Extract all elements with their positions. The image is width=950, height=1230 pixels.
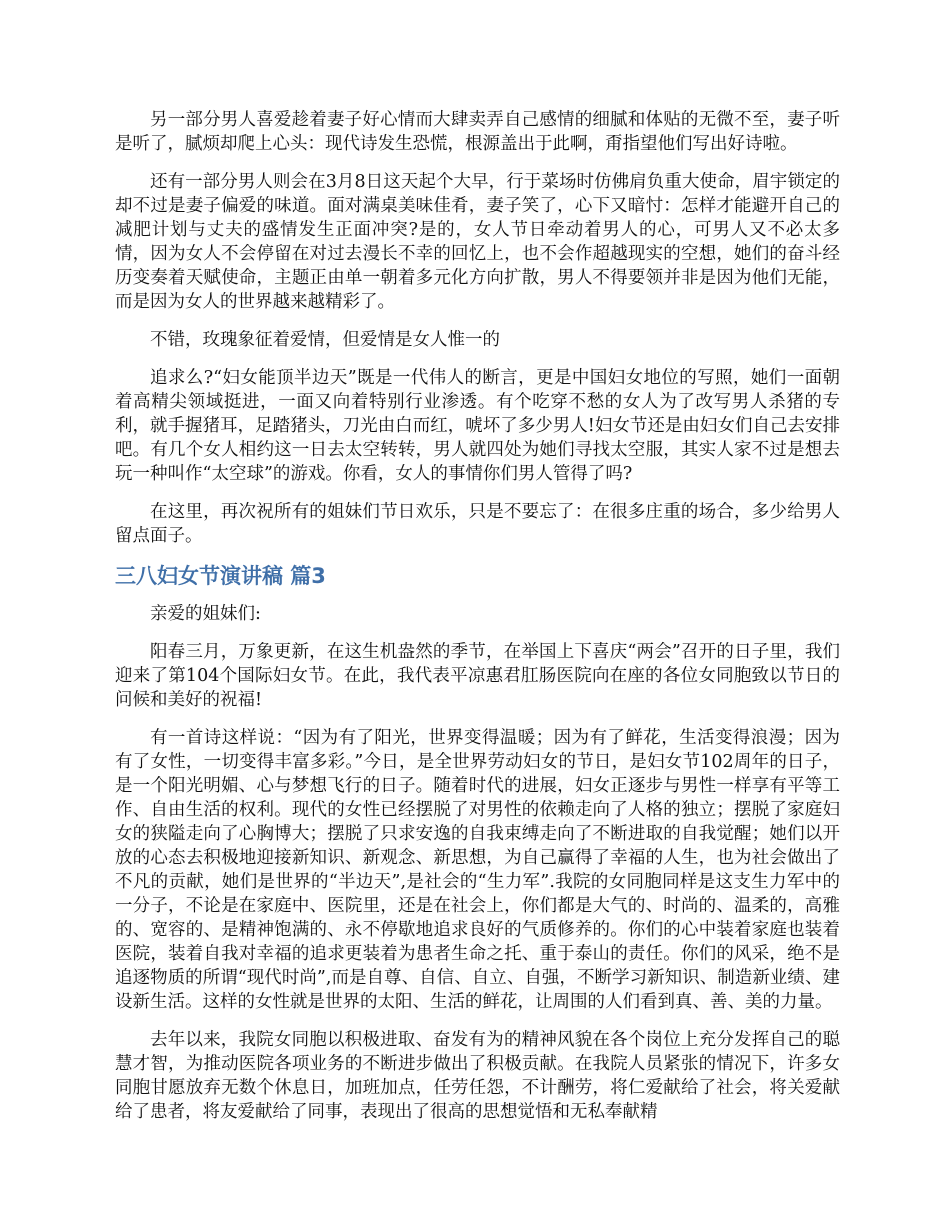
paragraph: 另一部分男人喜爱趁着妻子好心情而大肆卖弄自己感情的细腻和体贴的无微不至，妻子听是听了，腻烦却爬上心头：现代诗发生恐慌，根源盖出于此啊，甭指望他们写出好诗啦。 bbox=[115, 110, 840, 154]
document-body bbox=[115, 108, 840, 1138]
salutation: 亲爱的姐妹们: bbox=[150, 604, 261, 624]
paragraph: 有一首诗这样说：“因为有了阳光，世界变得温暖；因为有了鲜花，生活变得浪漫；因为有了女性，一切变得丰富多彩。”今日，是全世界劳动妇女的节日，是妇女节102周年的日子，是一个阳光明媚、心与梦想飞行的日子。随着时代的进展，妇女正逐步与男性一样享有平等工作、自由生活的权利。现代的女性已经摆脱了对男性的依赖走向了人格的独立；摆脱了家庭妇女的狭隘走向了心胸博大；摆脱了只求安逸的自我束缚走向了不断进取的自我觉醒；她们以开放的心态去积极地迎接新知识、新观念、新思想，为自己赢得了幸福的人生，也为社会做出了不凡的贡献，她们是世界的“半边天”,是社会的“生力军”.我院的女同胞同样是这支生力军中的一分子，不论是在家庭中、医院里，还是在社会上，你们都是大气的、时尚的、温柔的，高雅的、宽容的、是精神饱满的、永不停歇地追求良好的气质修养的。你们的心中装着家庭也装着医院，装着自我对幸福的追求更装着为患者生命之托、重于泰山的责任。你们的风采，绝不是追逐物质的所谓“现代时尚”,而是自尊、自信、自立、自强，不断学习新知识、制造新业绩、建设新生活。这样的女性就是世界的太阳、生活的鲜花，让周围的人们看到真、善、美的力量。 bbox=[115, 728, 840, 1012]
paragraph: 在这里，再次祝所有的姐妹们节日欢乐，只是不要忘了：在很多庄重的场合，多少给男人留点面子。 bbox=[115, 502, 840, 546]
paragraph: 追求么?“妇女能顶半边天”既是一代伟人的断言，更是中国妇女地位的写照，她们一面朝着高精尖领域挺进，一面又向着特别行业渗透。有个吃穿不愁的女人为了改写男人杀猪的专利，就手握猪耳，足踏猪头，刀光由白而红，唬坏了多少男人!妇女节还是由妇女们自己去安排吧。有几个女人相约这一日去太空转转，男人就四处为她们寻找太空服，其实人家不过是想去玩一种叫作“太空球”的游戏。你看，女人的事情你们男人管得了吗? bbox=[115, 368, 840, 484]
paragraph: 还有一部分男人则会在3月8日这天起个大早，行于菜场时仿佛肩负重大使命，眉宇锁定的却不过是妻子偏爱的味道。面对满桌美味佳肴，妻子笑了，心下又暗忖：怎样才能避开自己的减肥计划与丈夫的盛情发生正面冲突?是的，女人节日牵动着男人的心，可男人又不必太多情，因为女人不会停留在对过去漫长不幸的回忆上，也不会作超越现实的空想，她们的奋斗经历变奏着天赋使命，主题正由单一朝着多元化方向扩散，男人不得要领并非是因为他们无能，而是因为女人的世界越来越精彩了。 bbox=[115, 172, 840, 312]
section-heading: 三八妇女节演讲稿 篇3 bbox=[115, 564, 326, 588]
paragraph: 阳春三月，万象更新，在这生机盎然的季节，在举国上下喜庆“两会”召开的日子里，我们迎来了第104个国际妇女节。在此，我代表平凉惠君肛肠医院向在座的各位女同胞致以节日的问候和美好的祝福! bbox=[115, 642, 840, 710]
paragraph: 不错，玫瑰象征着爱情，但爱情是女人惟一的 bbox=[150, 330, 500, 350]
paragraph: 去年以来，我院女同胞以积极进取、奋发有为的精神风貌在各个岗位上充分发挥自己的聪慧才智，为推动医院各项业务的不断进步做出了积极贡献。在我院人员紧张的情况下，许多女同胞甘愿放弃无数个休息日，加班加点，任劳任怨，不计酬劳，将仁爱献给了社会，将关爱献给了患者，将友爱献给了同事，表现出了很高的思想觉悟和无私奉献精 bbox=[115, 1030, 840, 1122]
